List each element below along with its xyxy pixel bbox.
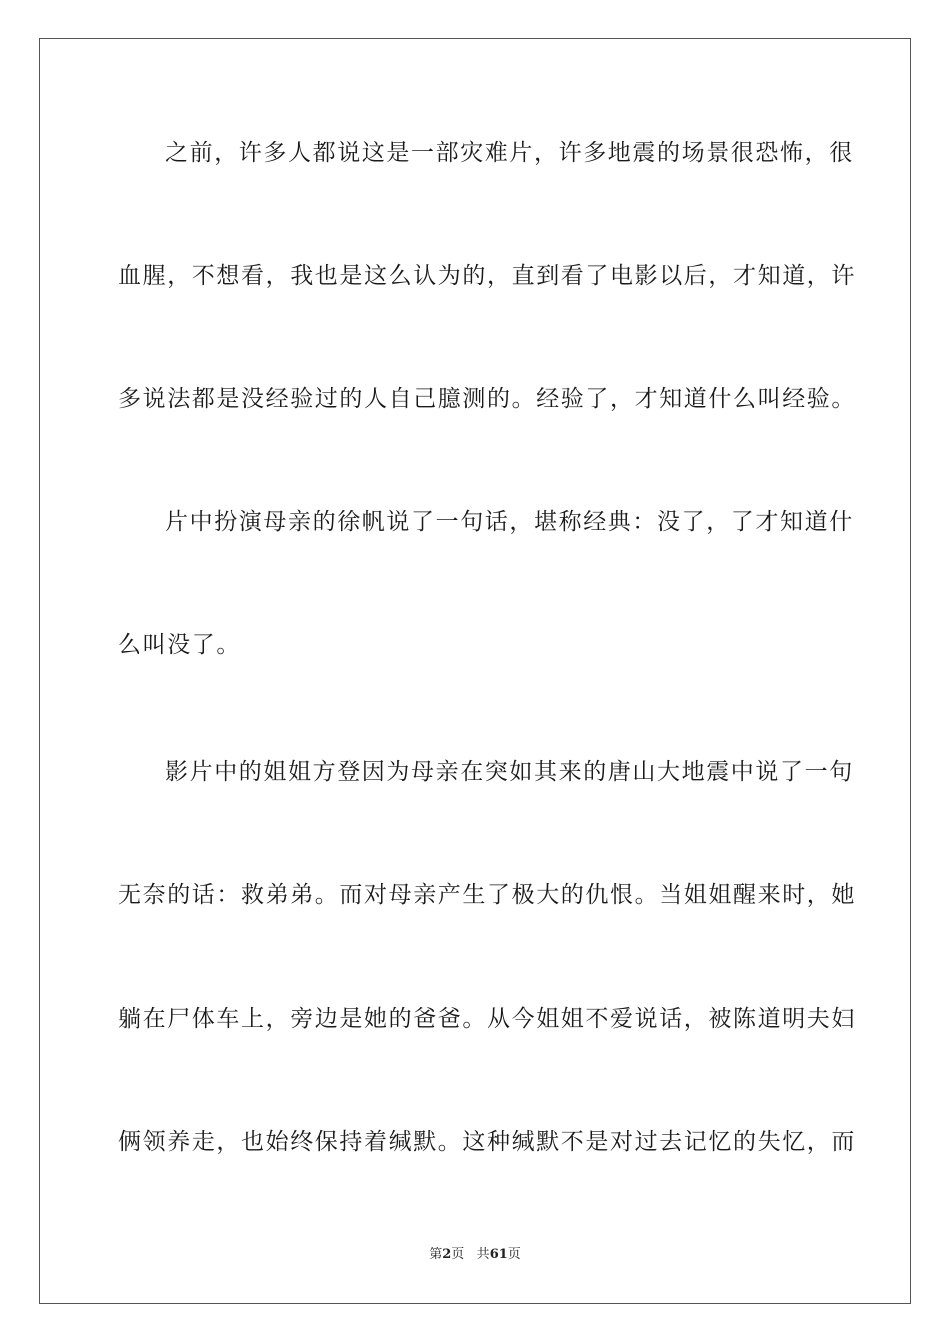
total-suffix: 页 (507, 1247, 521, 1262)
paragraph-1-line-2: 血腥，不想看，我也是这么认为的，直到看了电影以后，才知道，许 (118, 263, 856, 289)
total-pages: 61 (489, 1247, 508, 1262)
page-number: 2 (442, 1247, 452, 1262)
paragraph-3-line-1: 影片中的姐姐方登因为母亲在突如其来的唐山大地震中说了一句 (165, 759, 854, 785)
paragraph-3-line-3: 躺在尸体车上，旁边是她的爸爸。从今姐姐不爱说话，被陈道明夫妇 (118, 1006, 856, 1032)
paragraph-1-line-1: 之前，许多人都说这是一部灾难片，许多地震的场景很恐怖，很 (165, 140, 854, 166)
paragraph-3-line-4: 俩领养走，也始终保持着缄默。这种缄默不是对过去记忆的失忆，而 (118, 1129, 856, 1155)
page-footer (0, 1246, 950, 1264)
paragraph-2-line-1: 片中扮演母亲的徐帆说了一句话，堪称经典：没了，了才知道什 (165, 509, 854, 535)
paragraph-3-line-2: 无奈的话：救弟弟。而对母亲产生了极大的仇恨。当姐姐醒来时，她 (118, 882, 856, 908)
total-prefix: 共 (476, 1247, 490, 1262)
paragraph-1-line-3: 多说法都是没经验过的人自己臆测的。经验了，才知道什么叫经验。 (118, 386, 856, 412)
page-prefix: 第 (429, 1247, 443, 1262)
page-border (39, 38, 911, 1304)
page-suffix: 页 (451, 1247, 465, 1262)
paragraph-2-line-2: 么叫没了。 (118, 632, 241, 658)
